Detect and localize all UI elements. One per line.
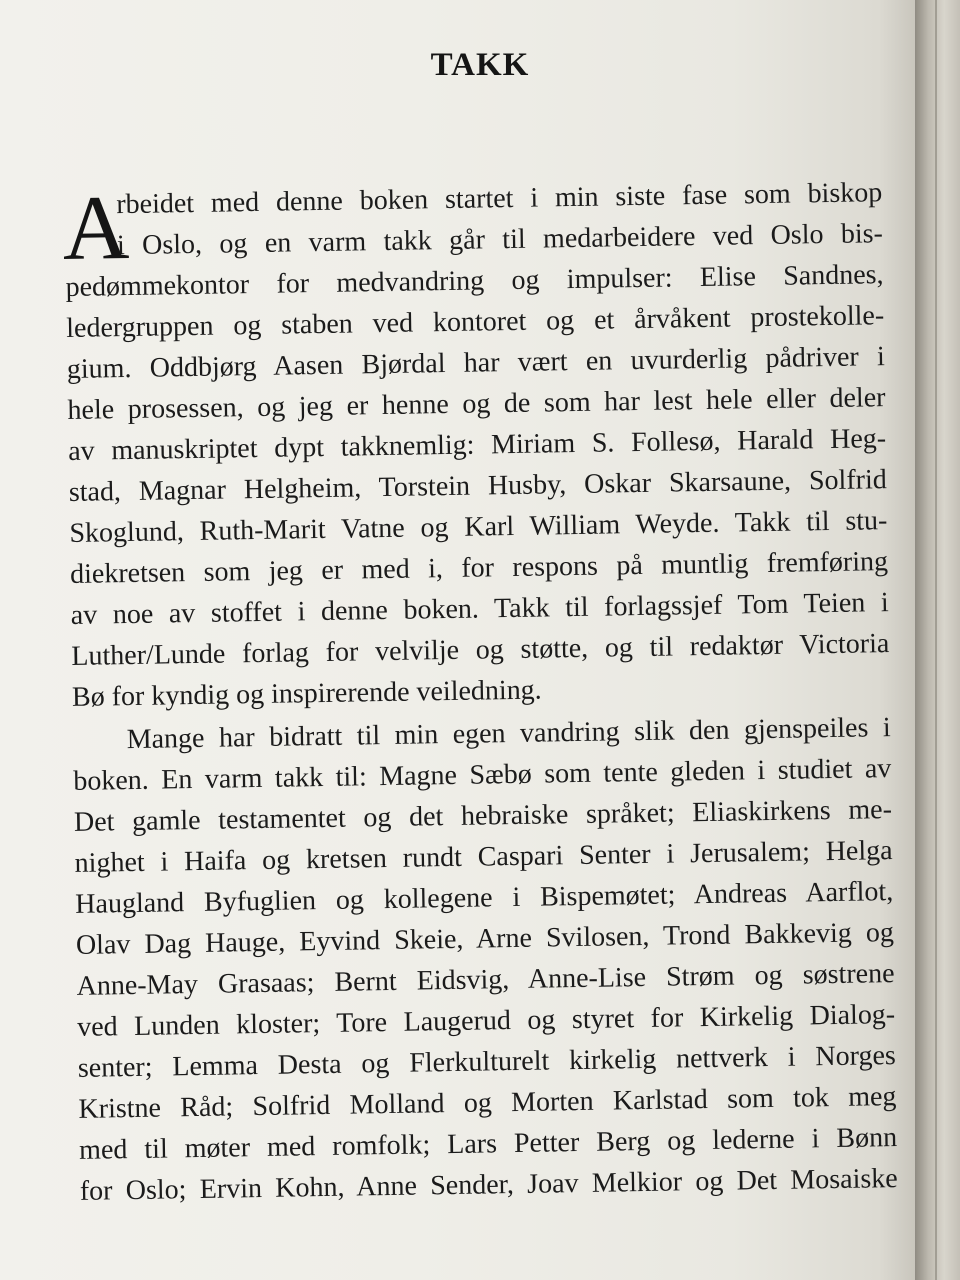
text-line: for Oslo; Ervin Kohn, Anne Sender, Joav Melkior og Det Mosaiske — [79, 1163, 898, 1207]
text-line: boken. En varm takk til: Magne Sæbø som tente gleden i studiet av — [73, 753, 892, 797]
body-text — [61, 172, 898, 1212]
text-line: Det gamle testamentet og det hebraiske språket; Eliaskirkens me- — [73, 794, 893, 838]
text-line: Kristne Råd; Solfrid Molland og Morten Karlstad som tok meg — [78, 1081, 897, 1125]
text-line: pedømmekontor for medvandring og impulser: Elise Sandnes, — [65, 259, 884, 303]
text-line: senter; Lemma Desta og Flerkulturelt kirkelig nettverk i Norges — [77, 1040, 897, 1084]
text-line: ledergruppen og staben ved kontoret og et årvåkent prostekolle- — [66, 300, 885, 344]
text-line: Mange har bidratt til min egen vandring slik den gjenspeiles i — [126, 712, 891, 756]
text-line: Luther/Lunde forlag for velvilje og støtte, og til redaktør Victoria — [71, 628, 890, 672]
text-line: rbeidet med denne boken startet i min siste fase som biskop — [116, 177, 883, 221]
text-line: Olav Dag Hauge, Eyvind Skeie, Arne Svilosen, Trond Bakkevig og — [75, 917, 895, 961]
text-line: Skoglund, Ruth-Marit Vatne og Karl William Weyde. Takk til stu- — [69, 505, 888, 549]
text-line: hele prosessen, og jeg er henne og de som har lest hele eller deler — [67, 382, 886, 426]
text-line: i Oslo, og en varm takk går til medarbeidere ved Oslo bis- — [116, 218, 884, 262]
book-gutter — [915, 0, 960, 1280]
text-line: Haugland Byfuglien og kollegene i Bispemøtet; Andreas Aarflot, — [75, 876, 894, 920]
text-line: Anne-May Grasaas; Bernt Eidsvig, Anne-Lise Strøm og søstrene — [76, 958, 895, 1002]
drop-cap: A — [61, 175, 130, 280]
text-line: med til møter med romfolk; Lars Petter Berg og lederne i Bønn — [78, 1122, 898, 1166]
paragraph-1 — [61, 172, 890, 718]
next-page-edge — [935, 0, 937, 1280]
page-title: TAKK — [430, 47, 530, 83]
paragraph-2 — [72, 707, 898, 1212]
text-line: av noe av stoffet i denne boken. Takk til forlagssjef Tom Teien i — [70, 587, 889, 631]
text-line: nighet i Haifa og kretsen rundt Caspari Senter i Jerusalem; Helga — [74, 835, 893, 879]
text-line: gium. Oddbjørg Aasen Bjørdal har vært en uvurderlig pådriver i — [66, 341, 886, 385]
text-line: diekretsen som jeg er med i, for respons på muntlig fremføring — [69, 546, 889, 590]
text-line: av manuskriptet dypt takknemlig: Miriam S. Follesø, Harald Heg- — [67, 423, 887, 467]
text-line: ved Lunden kloster; Tore Laugerud og styret for Kirkelig Dialog- — [76, 999, 896, 1043]
text-line: stad, Magnar Helgheim, Torstein Husby, Oskar Skarsaune, Solfrid — [68, 464, 887, 508]
text-line: Bø for kyndig og inspirerende veiledning. — [71, 674, 542, 713]
